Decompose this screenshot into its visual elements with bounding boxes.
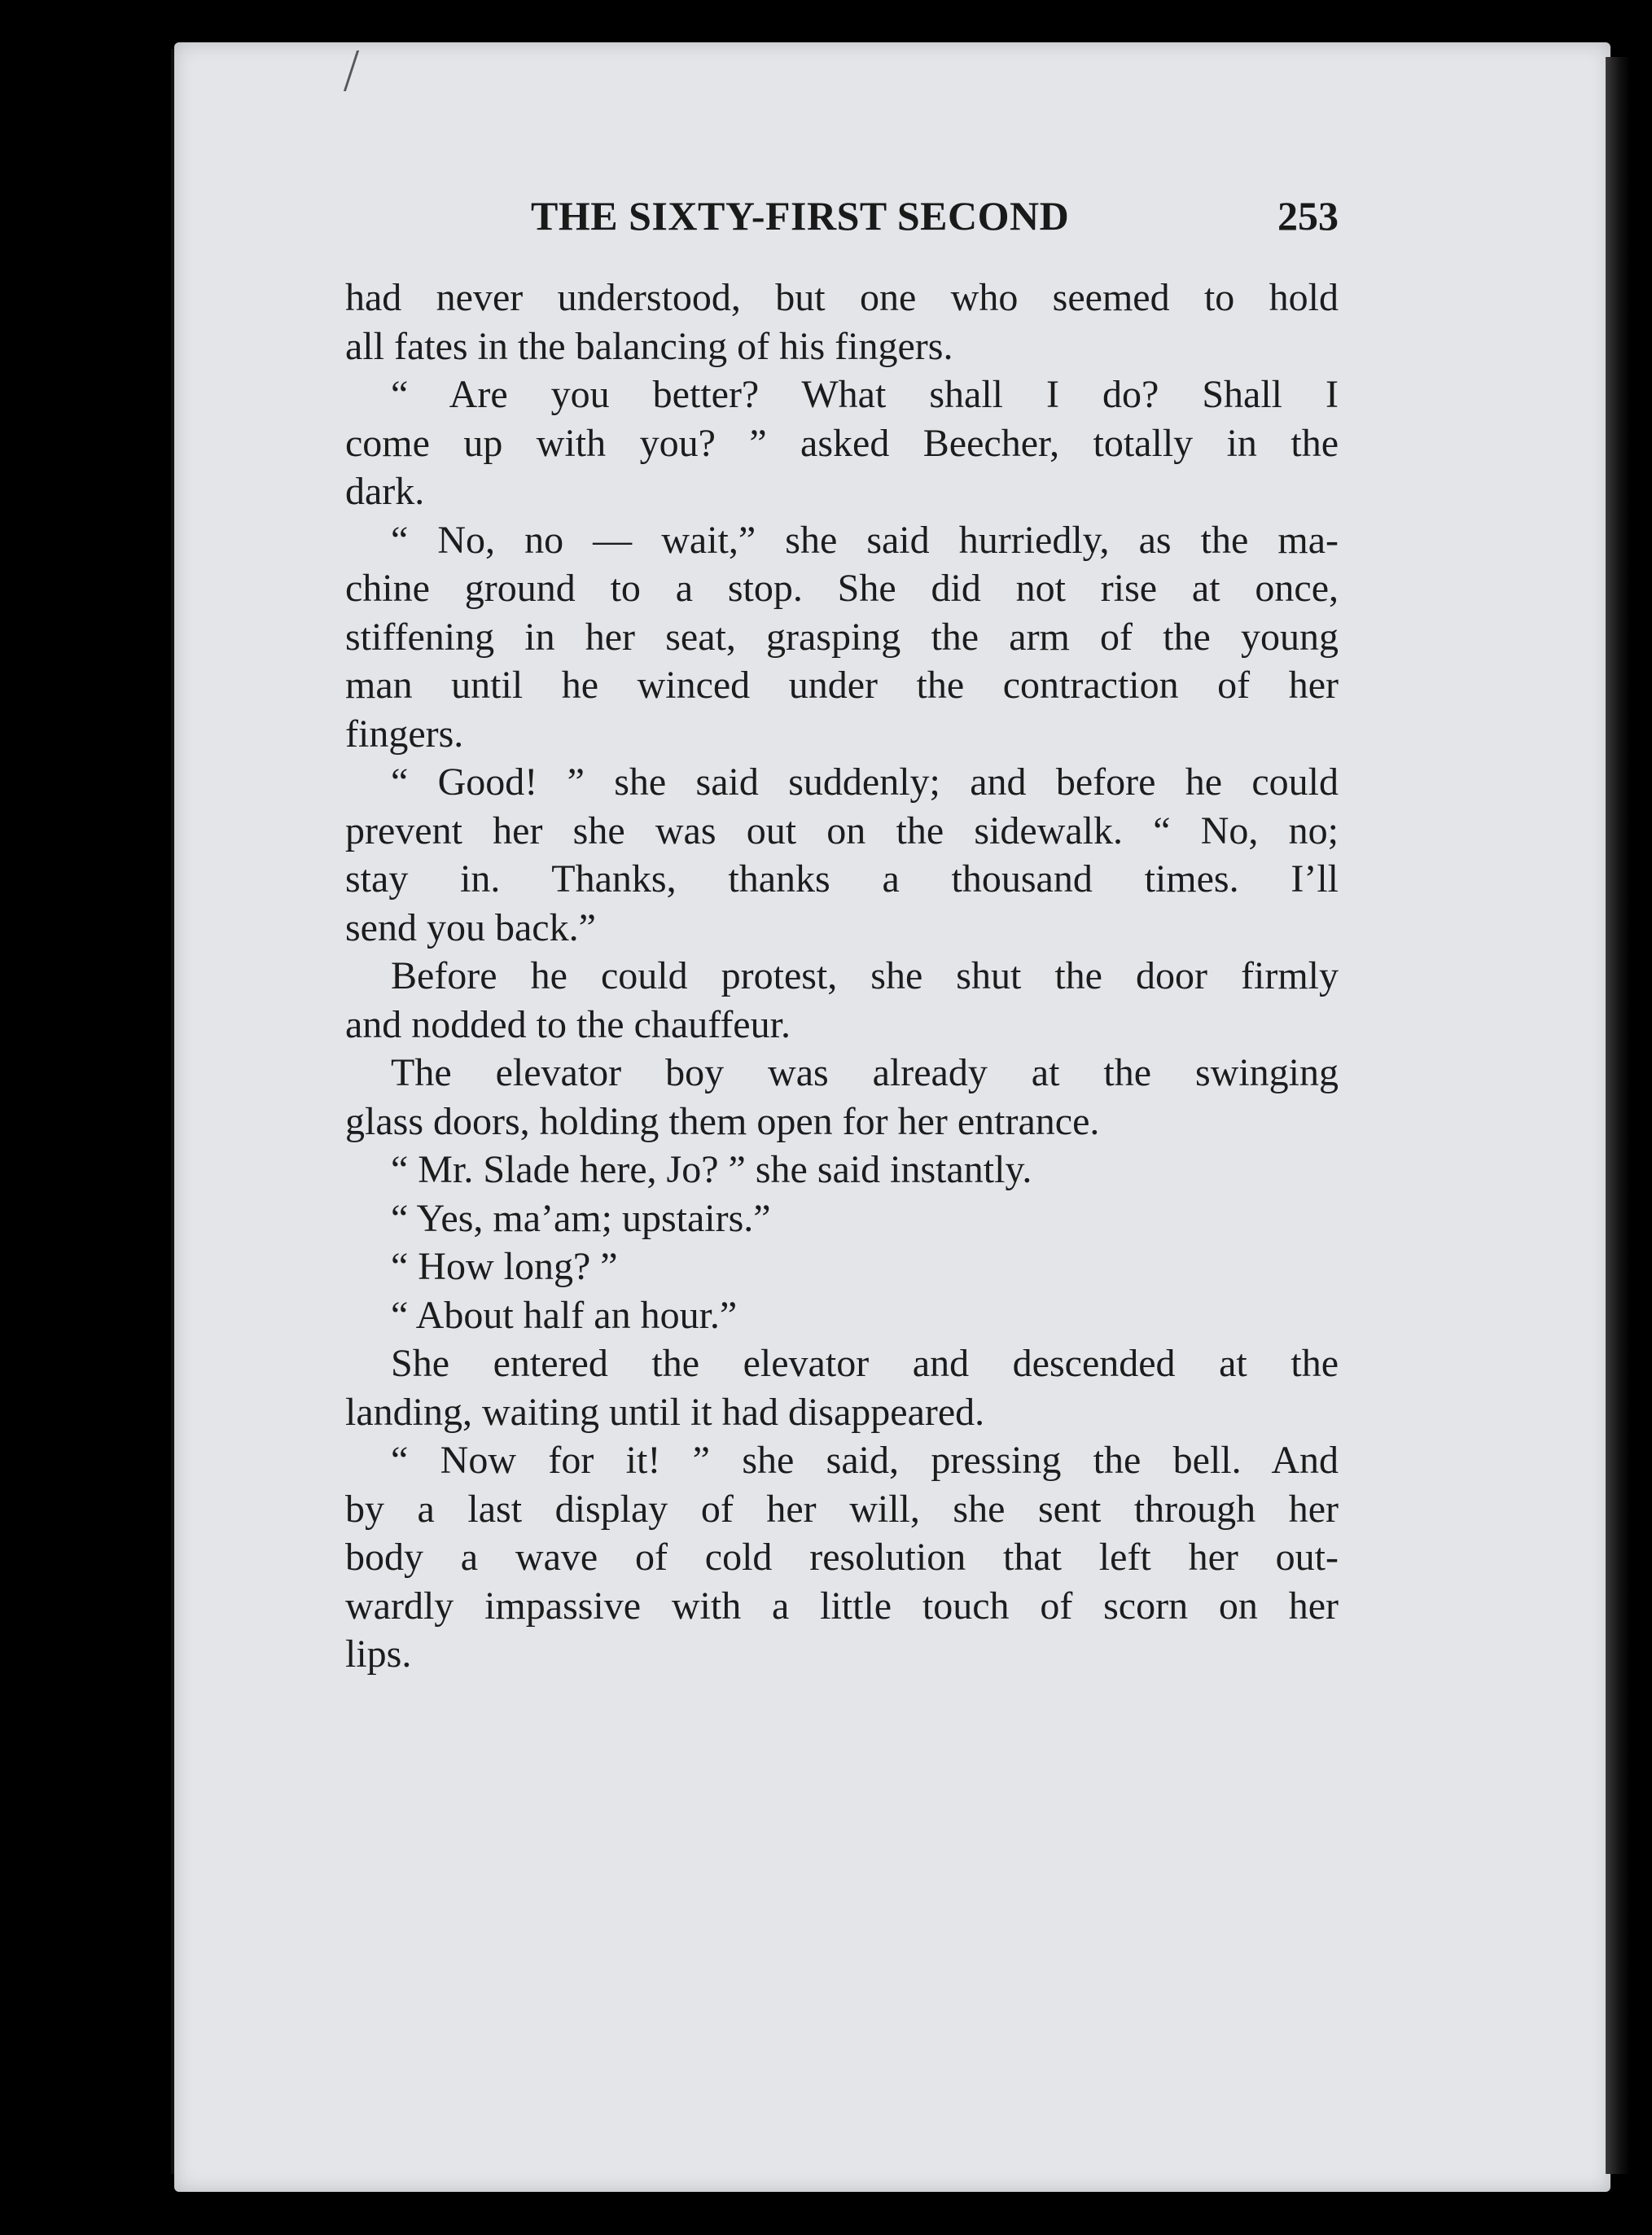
text-line: stay in. Thanks, thanks a thousand times. I’ll [345, 857, 1339, 901]
text-line: The elevator boy was already at the swinging [391, 1051, 1339, 1094]
text-line: Before he could protest, she shut the door firmly [391, 954, 1339, 997]
text-line: by a last display of her will, she sent through her [345, 1487, 1339, 1531]
text-line: She entered the elevator and descended at the [391, 1342, 1339, 1385]
text-line: “ No, no — wait,” she said hurriedly, as the ma- [391, 518, 1339, 562]
text-line: “ About half an hour.” [391, 1293, 738, 1337]
text-line: send you back.” [345, 905, 596, 949]
text-line: stiffening in her seat, grasping the arm of the young [345, 615, 1339, 659]
text-line: chine ground to a stop. She did not rise at once, [345, 567, 1339, 610]
text-line: fingers. [345, 712, 464, 756]
text-line: come up with you? ” asked Beecher, totally in the [345, 421, 1339, 465]
text-line: wardly impassive with a little touch of scorn on her [345, 1584, 1339, 1628]
text-line: all fates in the balancing of his fingers. [345, 324, 953, 368]
text-line: “ Are you better? What shall I do? Shall I [391, 373, 1339, 416]
text-line: lips. [345, 1632, 412, 1676]
page-edge-shadow [1606, 57, 1630, 2174]
text-line: “ How long? ” [391, 1245, 618, 1288]
text-line: had never understood, but one who seemed to hold [345, 276, 1339, 319]
text-line: “ Now for it! ” she said, pressing the bell. And [391, 1439, 1339, 1482]
text-line: landing, waiting until it had disappeared. [345, 1390, 985, 1434]
text-line: “ Mr. Slade here, Jo? ” she said instantly. [391, 1148, 1032, 1191]
text-line: prevent her she was out on the sidewalk. “ No, no; [345, 809, 1339, 852]
running-head [345, 192, 1339, 241]
text-line: “ Good! ” she said suddenly; and before he could [391, 760, 1339, 804]
text-line: dark. [345, 470, 425, 513]
text-line: man until he winced under the contraction of her [345, 664, 1339, 707]
text-line: body a wave of cold resolution that left her out- [345, 1536, 1339, 1579]
body-text [345, 274, 1339, 1679]
text-line: and nodded to the chauffeur. [345, 1002, 791, 1046]
running-title: THE SIXTY-FIRST SECOND [531, 193, 1070, 239]
text-line: “ Yes, ma’am; upstairs.” [391, 1196, 771, 1240]
page-number: 253 [1277, 193, 1339, 239]
text-line: glass doors, holding them open for her entrance. [345, 1099, 1100, 1143]
